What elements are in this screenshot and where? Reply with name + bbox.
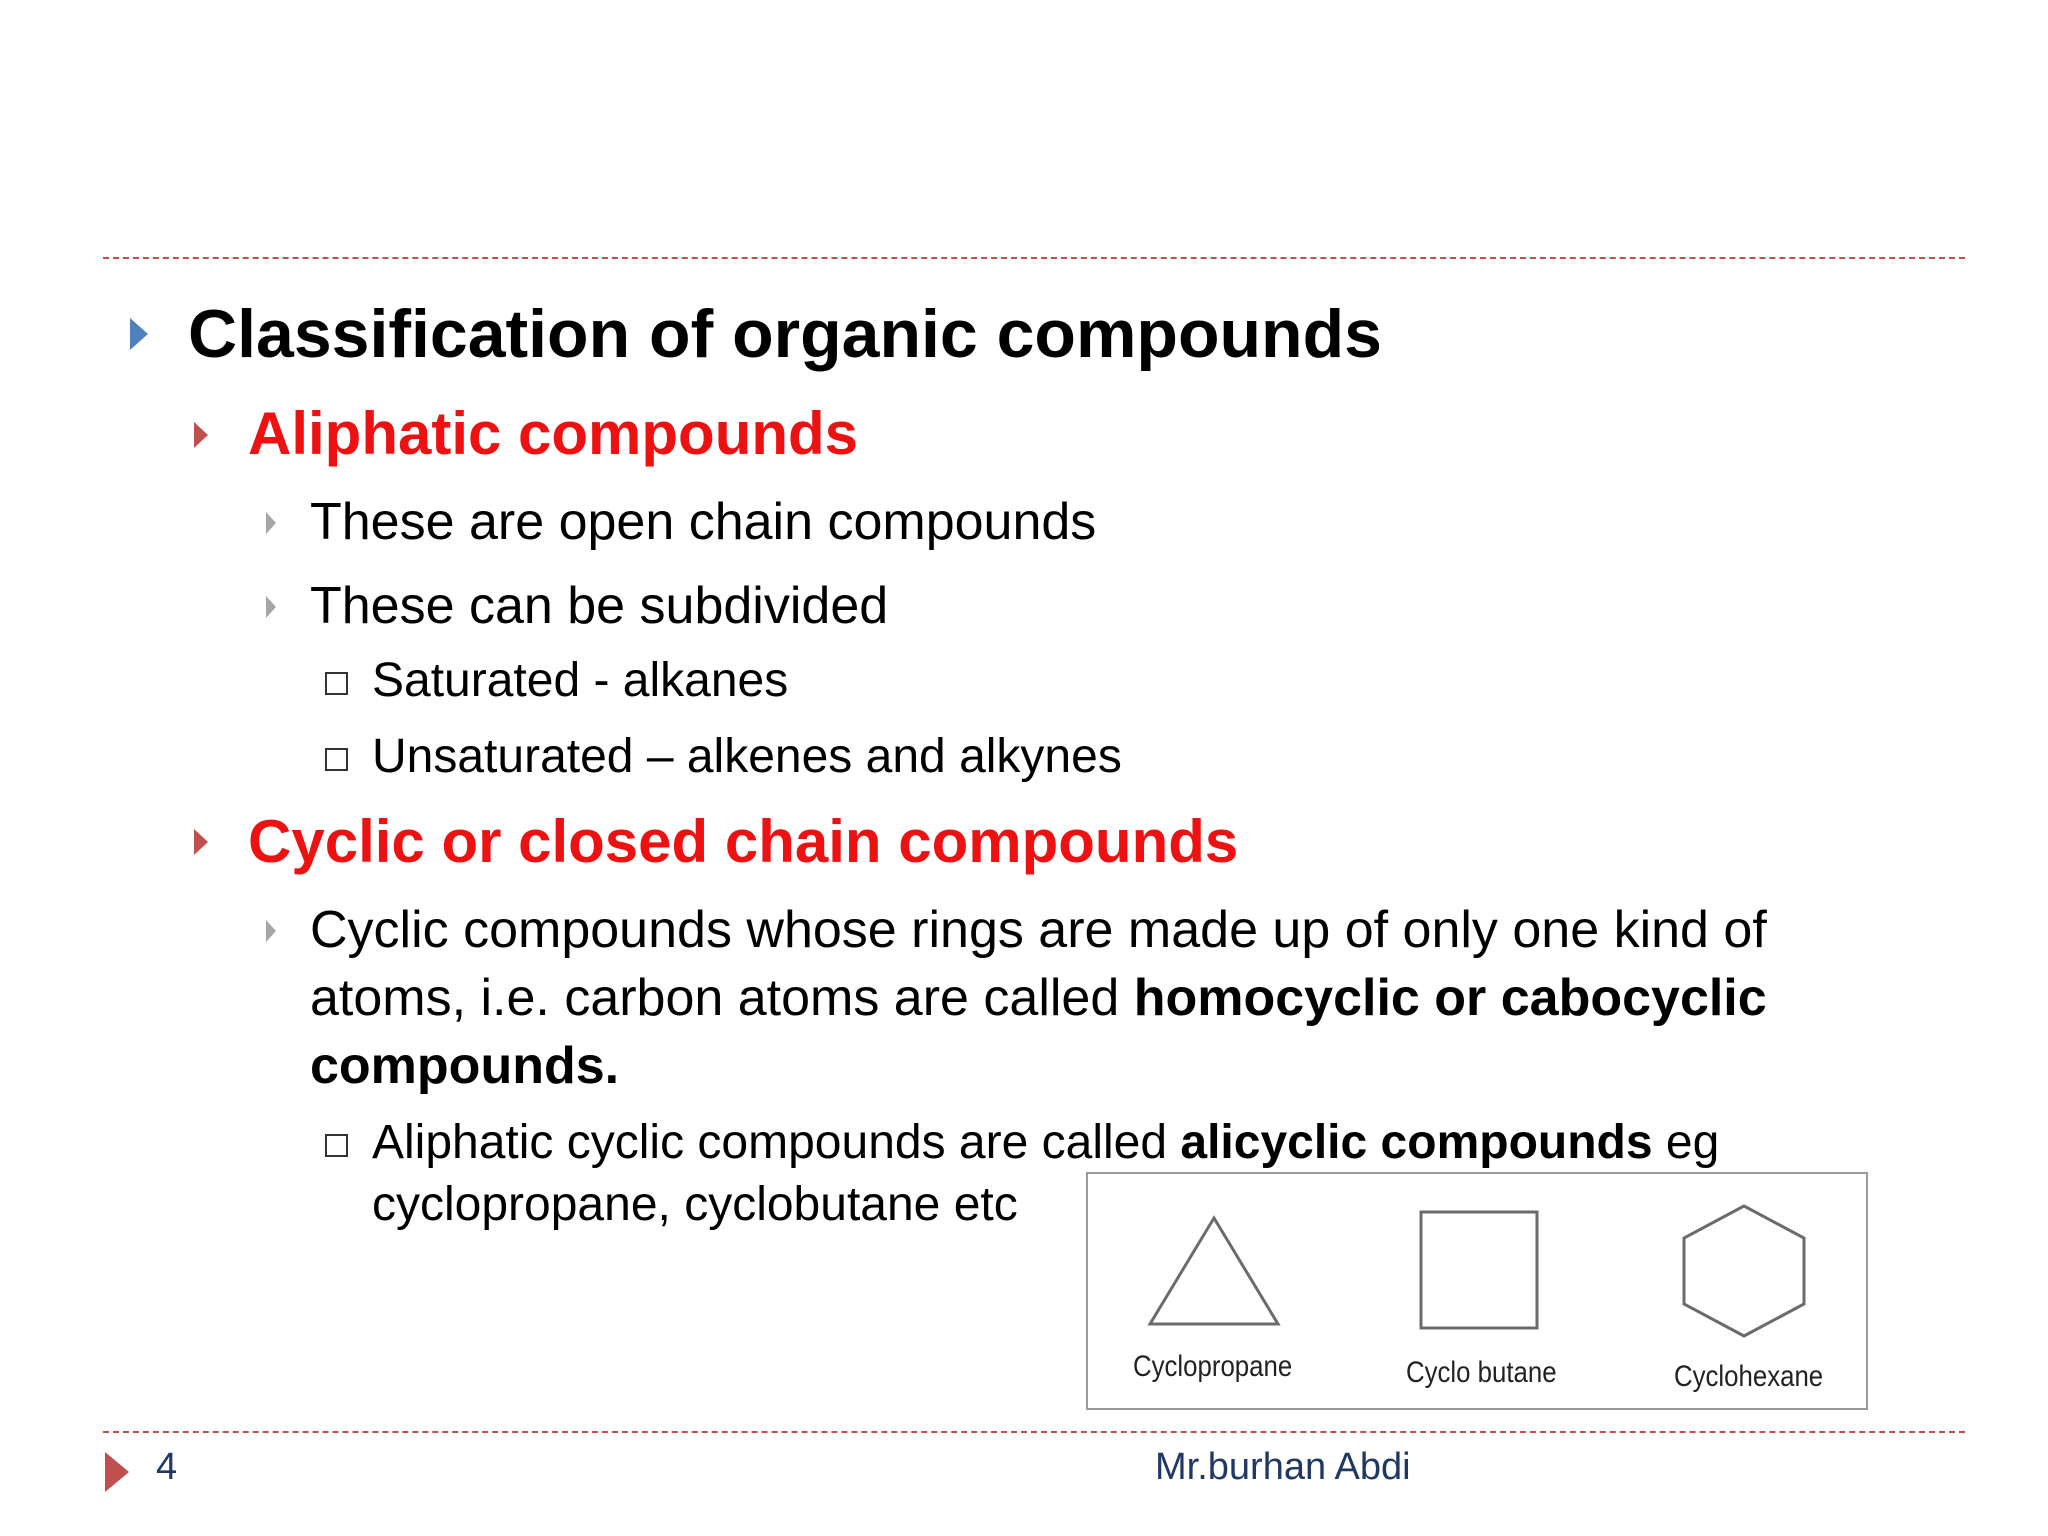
square-bullet-icon (325, 748, 348, 771)
cyclobutane-square (1421, 1212, 1537, 1328)
cyclobutane-label: Cyclo butane (1406, 1356, 1557, 1389)
cyclic-point-line-1: Cyclic compounds whose rings are made up of only one kind of (310, 901, 1767, 959)
cyclohexane-label: Cyclohexane (1674, 1360, 1824, 1393)
alicyclic-term: alicyclic compounds (1180, 1116, 1653, 1169)
footer-author: Mr.burhan Abdi (1155, 1446, 1411, 1488)
cyclic-subpoint-line-2: cyclopropane, cyclobutane etc (372, 1178, 1018, 1231)
bottom-divider (103, 1431, 1965, 1433)
cyclic-point-line-2-text: atoms, i.e. carbon atoms are called (310, 969, 1134, 1027)
top-divider (103, 257, 1965, 259)
cycloalkane-figure (1086, 1172, 1868, 1410)
triangle-bullet-icon (192, 420, 210, 450)
footer-triangle-icon (103, 1450, 131, 1494)
page-number: 4 (156, 1446, 178, 1488)
aliphatic-point-2: These can be subdivided (310, 577, 889, 635)
aliphatic-title: Aliphatic compounds (248, 400, 859, 467)
aliphatic-subpoint-2: Unsaturated – alkenes and alkynes (372, 730, 1122, 783)
cyclic-point-line-3: compounds. (310, 1037, 620, 1095)
cyclic-subpoint-line-1 (372, 1112, 1719, 1174)
triangle-bullet-icon (264, 918, 278, 944)
triangle-bullet-icon (192, 827, 210, 857)
cyclopropane-triangle (1150, 1218, 1278, 1324)
cyclic-subpoint-tail: eg (1652, 1116, 1720, 1169)
triangle-bullet-icon (264, 510, 278, 536)
cyclic-title: Cyclic or closed chain compounds (248, 808, 1239, 875)
cyclic-subpoint-text: Aliphatic cyclic compounds are called (372, 1116, 1181, 1169)
square-bullet-icon (325, 672, 348, 695)
cyclohexane-hexagon (1684, 1206, 1804, 1336)
aliphatic-subpoint-1: Saturated - alkanes (372, 654, 789, 707)
cyclic-point-line-2 (310, 964, 1767, 1032)
square-bullet-icon (325, 1134, 348, 1157)
cyclopropane-label: Cyclopropane (1133, 1350, 1293, 1383)
triangle-bullet-icon (264, 594, 278, 620)
homocyclic-term: homocyclic or cabocyclic (1133, 969, 1767, 1027)
main-heading: Classification of organic compounds (188, 296, 1382, 372)
aliphatic-point-1: These are open chain compounds (310, 493, 1097, 551)
triangle-bullet-icon (128, 316, 150, 352)
